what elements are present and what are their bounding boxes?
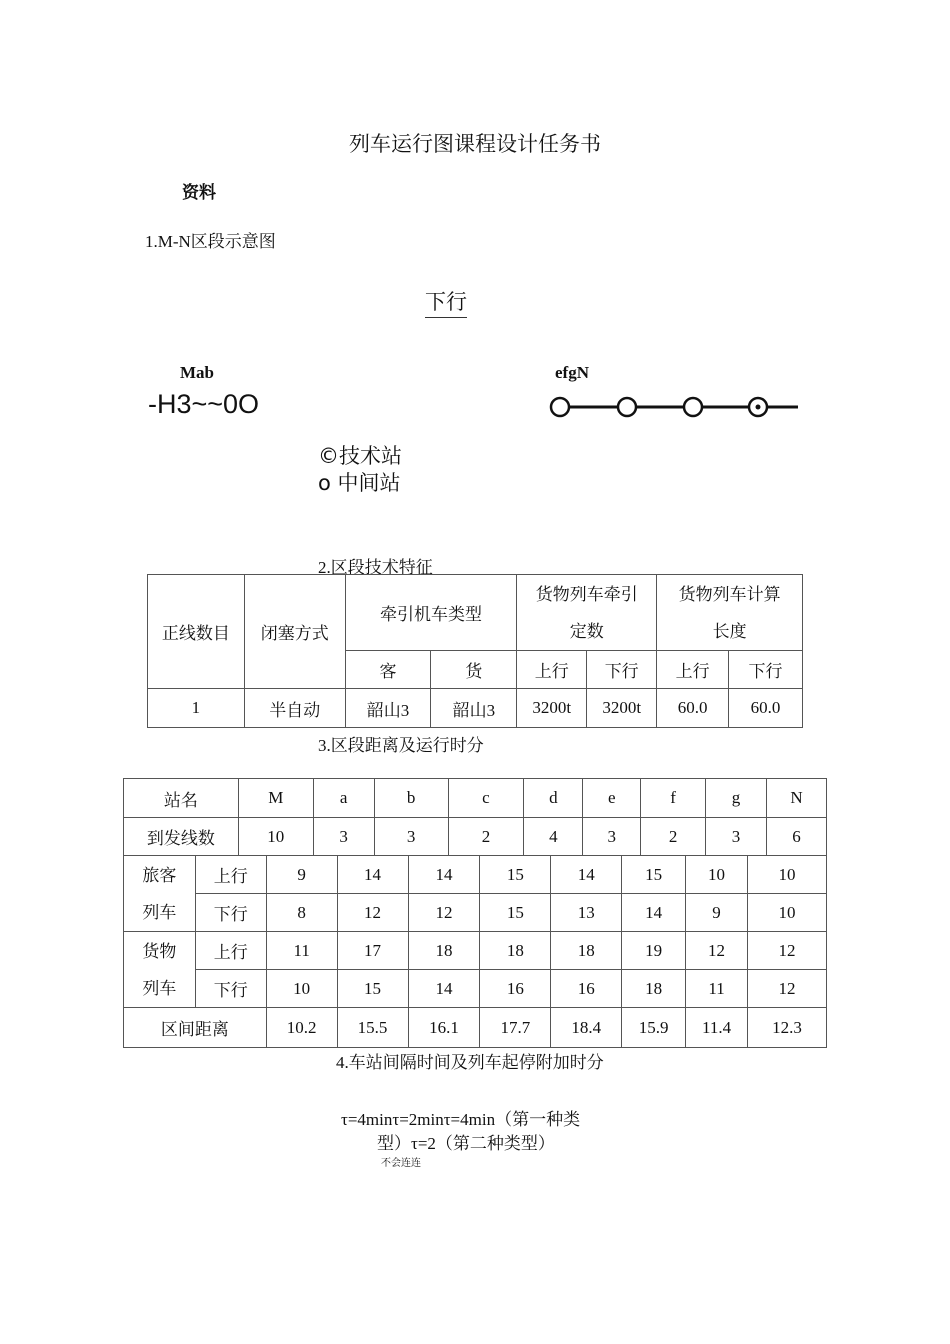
station-name: g (706, 779, 767, 818)
passenger-train-label (124, 856, 196, 932)
item3-heading: 3.区段距离及运行时分 (318, 736, 484, 755)
time-cell: 14 (408, 970, 480, 1008)
time-cell: 19 (622, 932, 686, 970)
distance-cell: 11.4 (686, 1008, 748, 1048)
table-cell: 1 (148, 689, 245, 728)
station-name: M (238, 779, 313, 818)
station-line-diagram (545, 393, 805, 423)
distance-cell: 16.1 (408, 1008, 480, 1048)
intermediate-station-g (684, 398, 702, 416)
time-cell: 18 (480, 932, 551, 970)
diagram-left-label: Mab (180, 363, 214, 382)
diagram-right-label: efgN (555, 363, 589, 382)
station-name: c (448, 779, 524, 818)
time-cell: 15 (480, 856, 551, 894)
direction-down-label: 下行 (195, 970, 266, 1008)
time-cell: 13 (551, 894, 622, 932)
time-cell: 18 (622, 970, 686, 1008)
header-length-line1: 货物列车计算 (678, 584, 781, 604)
time-cell: 10 (748, 856, 827, 894)
direction-up-label: 上行 (195, 856, 266, 894)
time-cell: 14 (408, 856, 480, 894)
table-cell: 3200t (587, 689, 657, 728)
distance-cell: 12.3 (748, 1008, 827, 1048)
intermediate-station-f (618, 398, 636, 416)
time-cell: 16 (551, 970, 622, 1008)
time-cell: 10 (686, 856, 748, 894)
freight-label-line2: 列车 (142, 978, 177, 998)
time-cell: 14 (622, 894, 686, 932)
header-length-line2: 长度 (712, 621, 747, 641)
time-cell: 12 (337, 894, 408, 932)
time-cell: 9 (266, 856, 337, 894)
sub-header-cell: 客 (345, 651, 431, 689)
intermediate-station-e (551, 398, 569, 416)
distance-cell: 10.2 (266, 1008, 337, 1048)
technical-station-n-dot (756, 405, 761, 410)
station-name: N (766, 779, 826, 818)
time-cell: 11 (686, 970, 748, 1008)
station-name: f (641, 779, 706, 818)
header-loco-type: 牵引机车类型 (345, 575, 517, 651)
legend-technical-station: ©技术站 (318, 444, 402, 468)
tracks-label: 到发线数 (124, 818, 239, 856)
time-cell: 18 (551, 932, 622, 970)
time-cell: 12 (686, 932, 748, 970)
item2-heading: 2.区段技术特征 (318, 558, 433, 577)
sub-header-cell: 下行 (587, 651, 657, 689)
time-cell: 10 (266, 970, 337, 1008)
header-traction-line1: 货物列车牵引 (535, 584, 638, 604)
header-train-length (657, 575, 803, 651)
time-cell: 8 (266, 894, 337, 932)
direction-label: 下行 (425, 286, 467, 318)
sub-header-cell: 下行 (729, 651, 803, 689)
item4-heading: 4.车站间隔时间及列车起停附加时分 (336, 1053, 604, 1072)
header-traction-line2: 定数 (569, 621, 604, 641)
time-cell: 14 (337, 856, 408, 894)
tracks-count: 3 (374, 818, 448, 856)
table-cell: 半自动 (244, 689, 345, 728)
tracks-count: 3 (313, 818, 374, 856)
diagram-left-line: -H3~~0O (148, 389, 260, 419)
distance-cell: 15.5 (337, 1008, 408, 1048)
legend-intermediate-station: o 中间站 (318, 471, 401, 495)
time-cell: 15 (337, 970, 408, 1008)
tracks-count: 4 (524, 818, 583, 856)
tracks-count: 2 (448, 818, 524, 856)
time-cell: 11 (266, 932, 337, 970)
time-cell: 15 (622, 856, 686, 894)
stations-table (123, 778, 827, 856)
header-traction-tonnage (517, 575, 657, 651)
tech-feature-table (147, 574, 803, 728)
sub-header-cell: 上行 (517, 651, 587, 689)
distance-cell: 15.9 (622, 1008, 686, 1048)
time-cell: 18 (408, 932, 480, 970)
table-cell: 60.0 (657, 689, 729, 728)
sub-header-cell: 上行 (657, 651, 729, 689)
freight-label-line1: 货物 (142, 941, 177, 961)
interval-formula (341, 1108, 621, 1156)
table-cell: 韶山3 (345, 689, 431, 728)
distance-label: 区间距离 (124, 1008, 267, 1048)
sub-header-cell: 货 (431, 651, 517, 689)
passenger-label-line2: 列车 (142, 902, 177, 922)
station-name: a (313, 779, 374, 818)
tracks-count: 10 (238, 818, 313, 856)
passenger-label-line1: 旅客 (142, 865, 177, 885)
station-name: e (583, 779, 641, 818)
time-cell: 14 (551, 856, 622, 894)
station-name-label: 站名 (124, 779, 239, 818)
time-cell: 17 (337, 932, 408, 970)
table-cell: 韶山3 (431, 689, 517, 728)
direction-down-label: 下行 (195, 894, 266, 932)
station-name: d (524, 779, 583, 818)
time-cell: 16 (480, 970, 551, 1008)
time-cell: 12 (748, 970, 827, 1008)
time-cell: 10 (748, 894, 827, 932)
tracks-count: 3 (583, 818, 641, 856)
running-times-table (123, 855, 827, 1048)
formula-line2: 型）τ=2（第二种类型） (377, 1134, 555, 1153)
header-block-system: 闭塞方式 (244, 575, 345, 689)
header-main-lines: 正线数目 (148, 575, 245, 689)
time-cell: 12 (748, 932, 827, 970)
table-cell: 60.0 (729, 689, 803, 728)
time-cell: 9 (686, 894, 748, 932)
small-note: 不会连连 (381, 1158, 421, 1169)
station-name: b (374, 779, 448, 818)
distance-cell: 18.4 (551, 1008, 622, 1048)
freight-train-label (124, 932, 196, 1008)
tracks-count: 2 (641, 818, 706, 856)
time-cell: 12 (408, 894, 480, 932)
distance-cell: 17.7 (480, 1008, 551, 1048)
formula-line1: τ=4minτ=2minτ=4min（第一种类 (341, 1110, 581, 1129)
table-cell: 3200t (517, 689, 587, 728)
item1-heading: 1.M-N区段示意图 (145, 232, 276, 251)
tracks-count: 3 (706, 818, 767, 856)
page-title: 列车运行图课程设计任务书 (349, 132, 601, 156)
section-heading: 资料 (182, 183, 216, 203)
direction-up-label: 上行 (195, 932, 266, 970)
tracks-count: 6 (766, 818, 826, 856)
time-cell: 15 (480, 894, 551, 932)
